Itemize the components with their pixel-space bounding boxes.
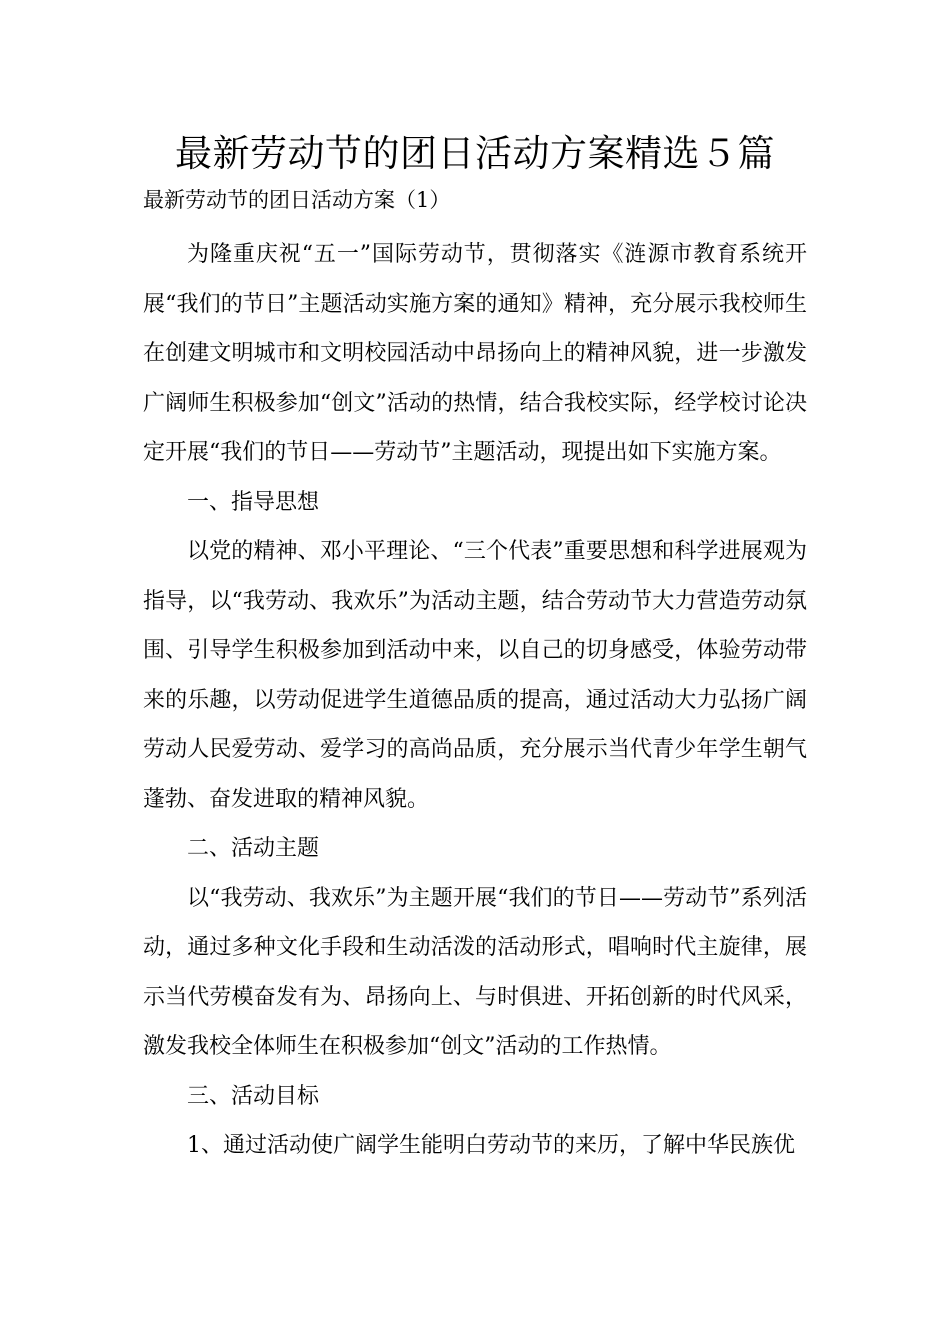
paragraph-theme: 以“我劳动、我欢乐”为主题开展“我们的节日——劳动节”系列活动，通过多种文化手段和生动活泼的活动形式，唱响时代主旋律，展示当代劳模奋发有为、昂扬向上、与时俱进、开拓创新的时代风采，激发我校全体师生在积极参加“创文”活动的工作热情。 bbox=[143, 885, 807, 1059]
paragraph-goals-1: 1、通过活动使广阔学生能明白劳动节的来历，了解中华民族优 bbox=[187, 1133, 795, 1158]
section-heading-guiding-ideology: 一、指导思想 bbox=[187, 489, 320, 515]
section-heading-theme: 二、活动主题 bbox=[187, 836, 320, 861]
document-title: 最新劳动节的团日活动方案精选５篇 bbox=[175, 132, 775, 175]
document-subtitle: 最新劳动节的团日活动方案（1） bbox=[143, 188, 451, 212]
paragraph-guiding-ideology: 以党的精神、邓小平理论、“三个代表”重要思想和科学进展观为指导，以“我劳动、我欢乐”为活动主题，结合劳动节大力营造劳动氛围、引导学生积极参加到活动中来，以自己的切身感受，体验劳动带来的乐趣，以劳动促进学生道德品质的提高，通过活动大力弘扬广阔劳动人民爱劳动、爱学习的高尚品质，充分展示当代青少年学生朝气蓬勃、奋发进取的精神风貌。 bbox=[143, 539, 807, 812]
paragraph-intro: 为隆重庆祝“五一”国际劳动节，贯彻落实《涟源市教育系统开展“我们的节日”主题活动实施方案的通知》精神，充分展示我校师生在创建文明城市和文明校园活动中昂扬向上的精神风貌，进一步激发广阔师生积极参加“创文”活动的热情，结合我校实际，经学校讨论决定开展“我们的节日——劳动节”主题活动，现提出如下实施方案。 bbox=[143, 242, 807, 465]
section-heading-goals: 三、活动目标 bbox=[187, 1083, 320, 1109]
document-body bbox=[143, 230, 807, 1171]
